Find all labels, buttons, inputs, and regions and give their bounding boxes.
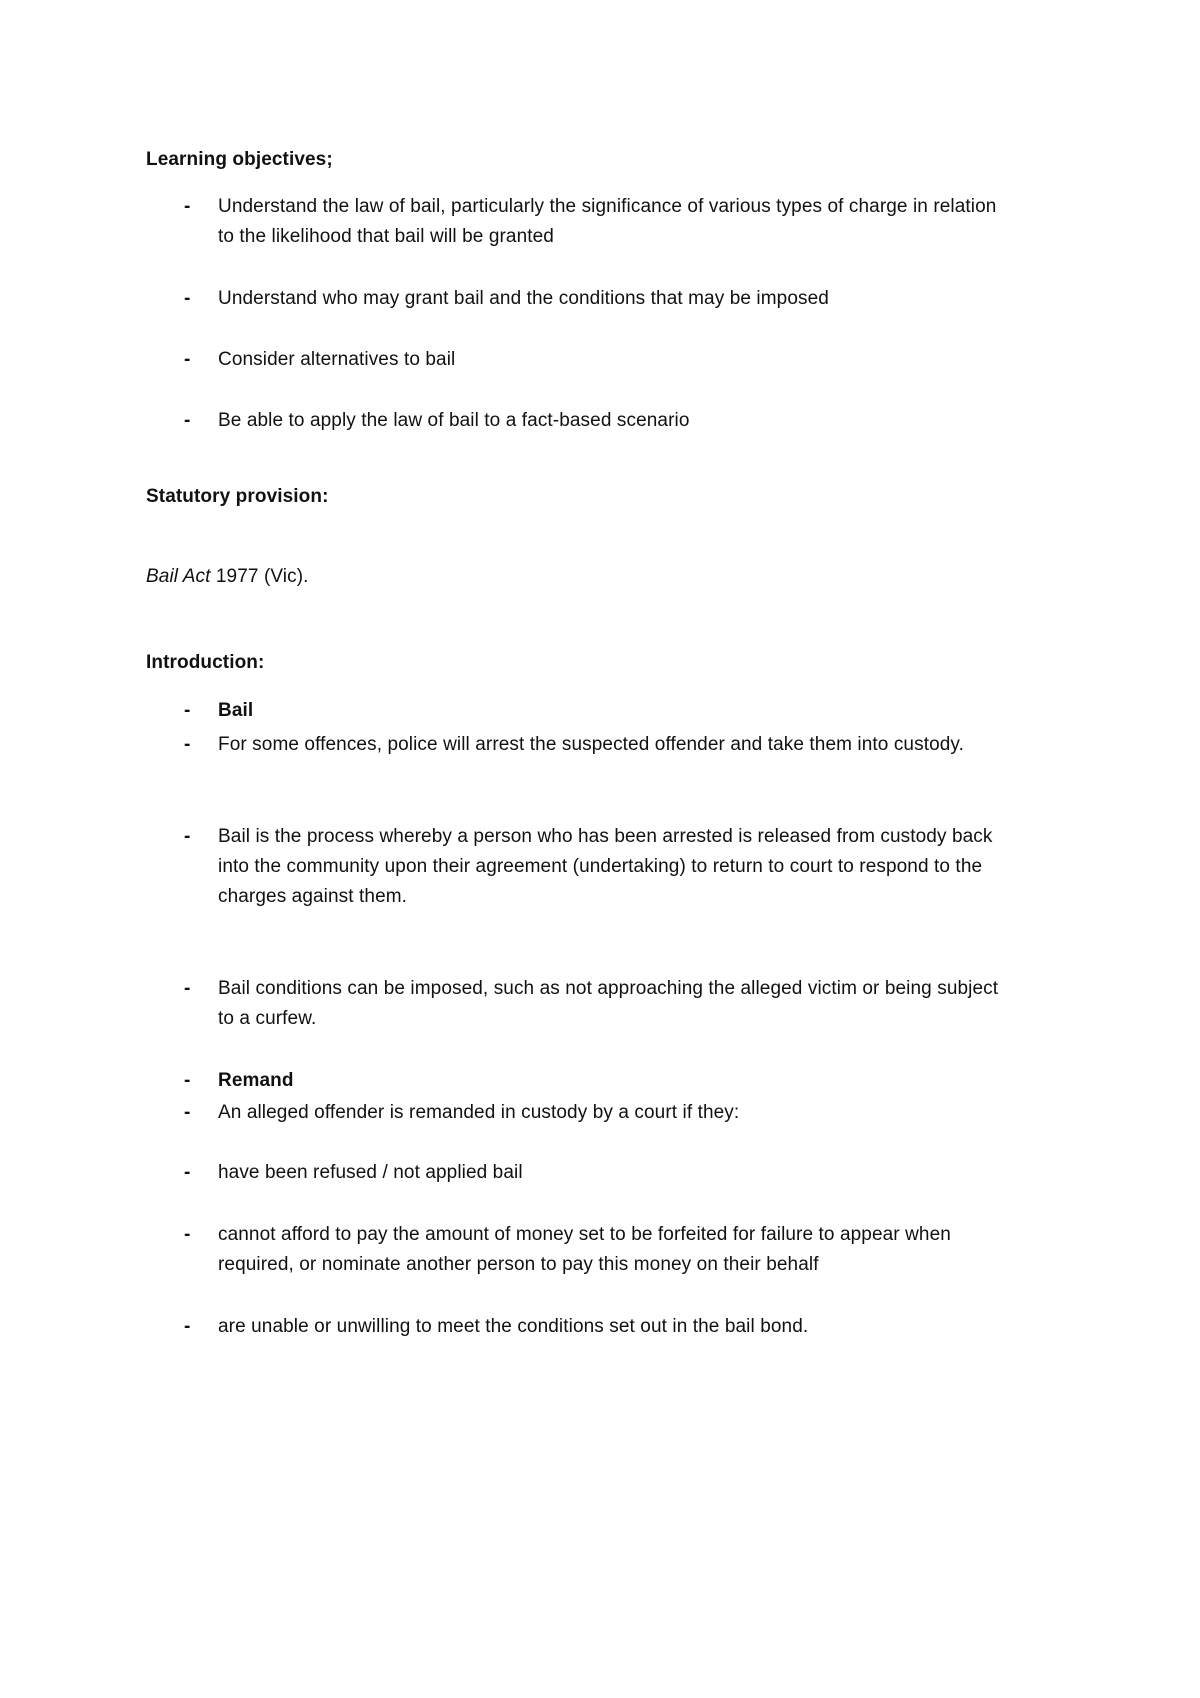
bullet-dash: - (184, 410, 191, 431)
bullet-dash: - (184, 1162, 191, 1183)
act-year-jurisdiction: 1977 (Vic). (210, 566, 309, 587)
introduction-heading: Introduction: (146, 652, 265, 673)
bullet-dash: - (184, 1224, 191, 1245)
list-item: have been refused / not applied bail (218, 1162, 523, 1183)
bullet-dash: - (184, 349, 191, 370)
bullet-dash: - (184, 1316, 191, 1337)
list-item: Be able to apply the law of bail to a fact-based scenario (218, 410, 690, 431)
bullet-dash: - (184, 1102, 191, 1123)
bullet-dash: - (184, 700, 191, 721)
bullet-dash: - (184, 978, 191, 999)
list-item-continuation: to a curfew. (218, 1008, 317, 1029)
list-item-continuation: to the likelihood that bail will be granted (218, 226, 554, 247)
list-item: are unable or unwilling to meet the conditions set out in the bail bond. (218, 1316, 809, 1337)
bullet-dash: - (184, 734, 191, 755)
list-item: Bail conditions can be imposed, such as not approaching the alleged victim or being subject (218, 978, 999, 999)
bullet-dash: - (184, 826, 191, 847)
list-item: cannot afford to pay the amount of money set to be forfeited for failure to appear when (218, 1224, 951, 1245)
list-item-continuation: required, or nominate another person to pay this money on their behalf (218, 1254, 819, 1275)
list-item: Understand who may grant bail and the conditions that may be imposed (218, 288, 829, 309)
statutory-provision-heading: Statutory provision: (146, 486, 329, 507)
act-title: Bail Act (146, 566, 211, 587)
list-item: An alleged offender is remanded in custody by a court if they: (218, 1102, 740, 1123)
list-item: For some offences, police will arrest the suspected offender and take them into custody. (218, 734, 964, 755)
list-item-continuation: into the community upon their agreement (undertaking) to return to court to respond to the (218, 856, 983, 877)
bullet-dash: - (184, 1070, 191, 1091)
list-item: Consider alternatives to bail (218, 349, 456, 370)
bullet-dash: - (184, 288, 191, 309)
bullet-dash: - (184, 196, 191, 217)
list-item: Understand the law of bail, particularly the significance of various types of charge in relation (218, 196, 997, 217)
list-item: Bail is the process whereby a person who has been arrested is released from custody back (218, 826, 993, 847)
act-citation (146, 562, 309, 592)
list-item-remand-heading: Remand (218, 1070, 294, 1091)
list-item-bail-heading: Bail (218, 700, 254, 721)
learning-objectives-heading: Learning objectives; (146, 149, 333, 170)
list-item-continuation: charges against them. (218, 886, 408, 907)
